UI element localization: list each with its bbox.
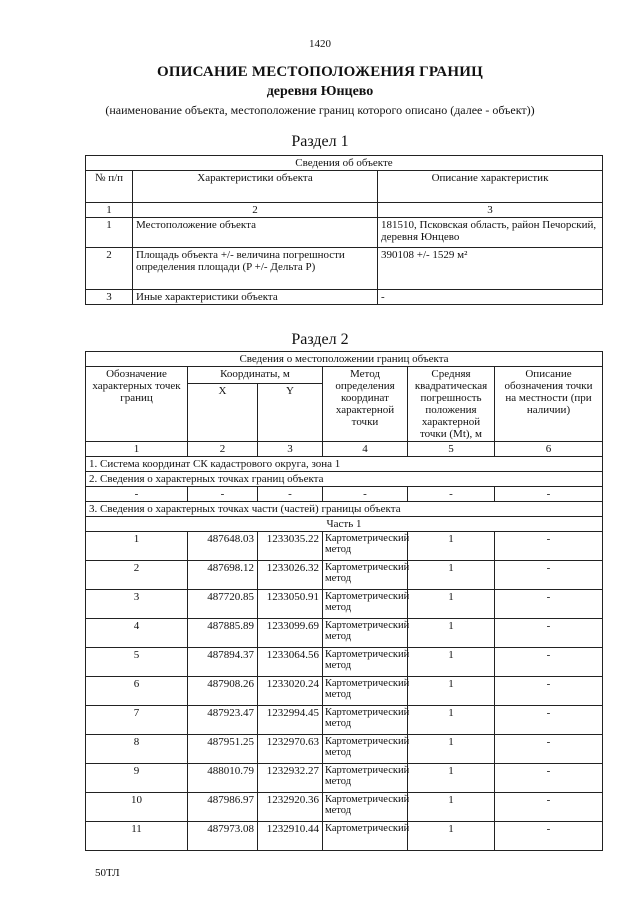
y-header: Y: [258, 384, 323, 442]
point-number: 3: [86, 590, 188, 619]
method: Картометрический метод: [323, 706, 408, 735]
row-number: 2: [86, 248, 133, 290]
point-description: -: [495, 619, 603, 648]
x-coordinate: 487648.03: [188, 532, 258, 561]
point-description: -: [495, 706, 603, 735]
x-coordinate: 487951.25: [188, 735, 258, 764]
point-description: -: [495, 532, 603, 561]
table-title: Сведения об объекте: [86, 156, 603, 171]
y-coordinate: 1233064.56: [258, 648, 323, 677]
y-coordinate: 1232970.63: [258, 735, 323, 764]
x-coordinate: 487720.85: [188, 590, 258, 619]
x-coordinate: 487973.08: [188, 822, 258, 851]
footer-code: 50ТЛ: [95, 867, 120, 879]
table-row: [86, 764, 603, 793]
method: Картометрический метод: [323, 561, 408, 590]
mean-error: 1: [408, 793, 495, 822]
index-cell: 3: [258, 442, 323, 457]
point-description: -: [495, 677, 603, 706]
column-header: Описание характеристик: [378, 171, 603, 203]
table-row: [86, 822, 603, 851]
table-row: [86, 648, 603, 677]
y-coordinate: 1232994.45: [258, 706, 323, 735]
index-cell: 4: [323, 442, 408, 457]
table-row: [86, 248, 603, 290]
x-coordinate: 487698.12: [188, 561, 258, 590]
table-row: [86, 290, 603, 305]
point-number: 5: [86, 648, 188, 677]
object-info-table: [85, 155, 603, 305]
method: Картометрический метод: [323, 532, 408, 561]
index-cell: 5: [408, 442, 495, 457]
mean-error: 1: [408, 764, 495, 793]
point-description: -: [495, 793, 603, 822]
empty-cell: -: [188, 487, 258, 502]
method: Картометрический метод: [323, 764, 408, 793]
y-coordinate: 1233026.32: [258, 561, 323, 590]
x-coordinate: 488010.79: [188, 764, 258, 793]
table-title: Сведения о местоположении границ объекта: [86, 352, 603, 367]
method: Картометрический: [323, 822, 408, 851]
point-number: 9: [86, 764, 188, 793]
table-row: [86, 706, 603, 735]
coordinate-system-row: 1. Система координат СК кадастрового округа, зона 1: [86, 457, 603, 472]
point-number: 8: [86, 735, 188, 764]
empty-cell: -: [258, 487, 323, 502]
point-number: 10: [86, 793, 188, 822]
empty-cell: -: [323, 487, 408, 502]
boundary-points-table: [85, 351, 603, 851]
point-number: 1: [86, 532, 188, 561]
part-label: Часть 1: [86, 517, 603, 532]
method: Картометрический метод: [323, 735, 408, 764]
x-header: X: [188, 384, 258, 442]
part-points-heading: 3. Сведения о характерных точках части (частей) границы объекта: [86, 502, 603, 517]
mean-error: 1: [408, 619, 495, 648]
section1-heading: Раздел 1: [291, 133, 349, 150]
object-name: деревня Юнцево: [266, 84, 374, 99]
point-description: -: [495, 590, 603, 619]
boundary-points-heading: 2. Сведения о характерных точках границ объекта: [86, 472, 603, 487]
method: Картометрический метод: [323, 677, 408, 706]
point-description: -: [495, 764, 603, 793]
index-cell: 2: [188, 442, 258, 457]
empty-cell: -: [408, 487, 495, 502]
table-row: [86, 793, 603, 822]
y-coordinate: 1233099.69: [258, 619, 323, 648]
mean-error: 1: [408, 648, 495, 677]
mean-error: 1: [408, 822, 495, 851]
table-row: [86, 561, 603, 590]
table-row: [86, 218, 603, 248]
empty-cell: -: [86, 487, 188, 502]
point-number: 6: [86, 677, 188, 706]
table-row: [86, 735, 603, 764]
point-description: -: [495, 561, 603, 590]
index-cell: 6: [495, 442, 603, 457]
point-number: 11: [86, 822, 188, 851]
table-row: [86, 590, 603, 619]
method: Картометрический метод: [323, 619, 408, 648]
characteristic-value: 390108 +/- 1529 м²: [378, 248, 603, 290]
x-coordinate: 487908.26: [188, 677, 258, 706]
y-coordinate: 1232910.44: [258, 822, 323, 851]
characteristic-name: Площадь объекта +/- величина погрешности определения площади (P +/- Дельта P): [133, 248, 378, 290]
mean-error: 1: [408, 735, 495, 764]
y-coordinate: 1233020.24: [258, 677, 323, 706]
point-description: -: [495, 648, 603, 677]
table-row: [86, 619, 603, 648]
x-coordinate: 487923.47: [188, 706, 258, 735]
section2-heading: Раздел 2: [291, 331, 349, 348]
y-coordinate: 1232920.36: [258, 793, 323, 822]
table-row: [86, 532, 603, 561]
y-coordinate: 1233050.91: [258, 590, 323, 619]
mean-error: 1: [408, 677, 495, 706]
method: Картометрический метод: [323, 648, 408, 677]
error-header: Средняя квадратическая погрешность положения характерной точки (Mt), м: [408, 367, 495, 442]
index-cell: 3: [378, 203, 603, 218]
row-number: 1: [86, 218, 133, 248]
mean-error: 1: [408, 561, 495, 590]
column-header: № п/п: [86, 171, 133, 203]
mean-error: 1: [408, 590, 495, 619]
description-header: Описание обозначения точки на местности (при наличии): [495, 367, 603, 442]
y-coordinate: 1232932.27: [258, 764, 323, 793]
point-number: 2: [86, 561, 188, 590]
document-title: ОПИСАНИЕ МЕСТОПОЛОЖЕНИЯ ГРАНИЦ: [157, 64, 483, 80]
point-description: -: [495, 822, 603, 851]
row-number: 3: [86, 290, 133, 305]
column-header: Характеристики объекта: [133, 171, 378, 203]
point-number: 7: [86, 706, 188, 735]
x-coordinate: 487986.97: [188, 793, 258, 822]
index-cell: 1: [86, 203, 133, 218]
method-header: Метод определения координат характерной точки: [323, 367, 408, 442]
point-header: Обозначение характерных точек границ: [86, 367, 188, 442]
x-coordinate: 487885.89: [188, 619, 258, 648]
index-cell: 2: [133, 203, 378, 218]
point-description: -: [495, 735, 603, 764]
method: Картометрический метод: [323, 590, 408, 619]
index-cell: 1: [86, 442, 188, 457]
characteristic-name: Местоположение объекта: [133, 218, 378, 248]
x-coordinate: 487894.37: [188, 648, 258, 677]
empty-cell: -: [495, 487, 603, 502]
method: Картометрический метод: [323, 793, 408, 822]
title-caption: (наименование объекта, местоположение границ которого описано (далее - объект)): [105, 103, 535, 117]
page-number: 1420: [309, 38, 331, 50]
characteristic-value: 181510, Псковская область, район Печорский, деревня Юнцево: [378, 218, 603, 248]
y-coordinate: 1233035.22: [258, 532, 323, 561]
table-row: [86, 677, 603, 706]
characteristic-name: Иные характеристики объекта: [133, 290, 378, 305]
mean-error: 1: [408, 532, 495, 561]
point-number: 4: [86, 619, 188, 648]
mean-error: 1: [408, 706, 495, 735]
coords-header: Координаты, м: [188, 367, 323, 384]
characteristic-value: -: [378, 290, 603, 305]
